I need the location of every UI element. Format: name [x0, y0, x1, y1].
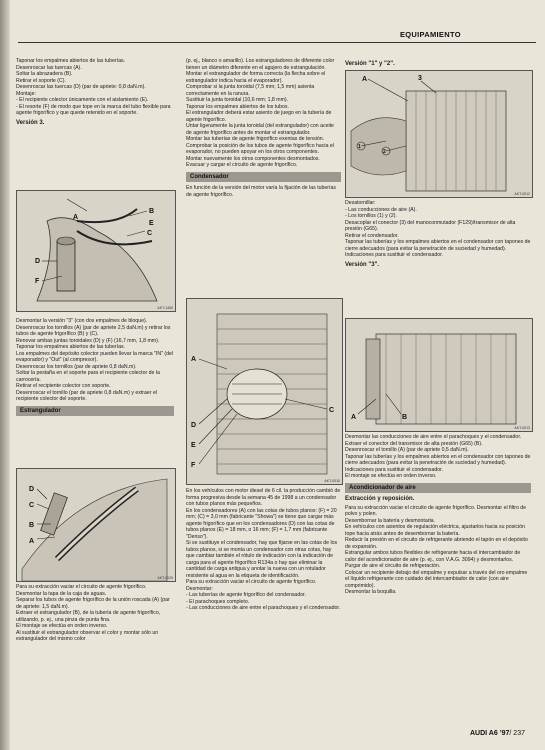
paragraph: - Las conducciones de aire (A). — [345, 206, 417, 213]
callout-label: C — [29, 502, 35, 509]
paragraph: Desacoplar el conector (3) del manoconmutador (F129)/transmisor de alta presión (G65). — [345, 219, 516, 232]
paragraph: En los vehículos con motor diesel de 6 cil. la producción cambió de forma progresiva desde la semana 45 de 1998 a un condensador con tubos planos más pequeños. — [186, 488, 341, 507]
paragraph: Estrangular ambos tubos flexibles de refrigerante hacia el intercambiador de calor del acondicionador de aire (p. ej., con V.A.G. 3094) y desmontarlos. — [345, 550, 521, 563]
paragraph: Desenroscar los tornillos (A) (par de apriete 2,5 daN.m) y retirar los tubos de agente frigorífico (B) y (C). — [16, 324, 171, 337]
header-rule — [18, 42, 536, 43]
paragraph: - Los tornillos (1) y (2). — [345, 213, 397, 219]
paragraph: Desenroscar el tornillo (A) (par de apriete 0,5 daN.m). — [345, 447, 469, 453]
figure-id: AKT-0010 — [324, 479, 340, 483]
callout-label: 1 — [358, 144, 361, 150]
figure-throttle — [16, 468, 176, 582]
paragraph: Desmontar la tapa de la caja de aguas. — [16, 590, 107, 597]
paragraph: En los condensadores (A) con las cotas de tubos planos: (F) = 20 mm; (C) = 3,0 mm (fabricante "Showa") se tiene que cargar más agente frigorífico que en los condensadores (D) con las cotas de tubos planos (E) = 18 mm, o 16 mm; (F) = 1,7 mm (fabricante "Denso"). — [186, 507, 337, 540]
paragraph: Extraer el conector del transmisor de alta presión (G65) (B). — [345, 440, 483, 447]
callout-label: E — [149, 220, 154, 227]
figure-version-3-receiver — [16, 190, 176, 312]
paragraph: Renovar ambas juntas toroidales (D) y (F) (16,7 mm, 1,8 mm). — [16, 337, 160, 344]
paragraph: Montaje: — [16, 90, 36, 97]
figure-id: AKT-1450 — [157, 306, 173, 310]
callout-label: A — [191, 356, 197, 363]
paragraph: Desmontar la boquilla. — [345, 589, 397, 595]
paragraph: - El recipiente colector únicamente con el aislamiento (E). — [16, 97, 149, 103]
callout-label: C — [147, 230, 153, 237]
paragraph: Desenroscar el tornillo (par de apriete 0,8 daN.m) y extraer el recipiente colector del soporte. — [16, 389, 157, 402]
section-banner-condensador: Condensador — [186, 172, 341, 183]
column-1 — [16, 58, 174, 128]
column-2 — [186, 58, 341, 198]
paragraph: - El resorte (F) de modo que tope en la marca del tubo flexible para agente frigorífico y que quede retenido en el soporte. — [16, 103, 171, 116]
paragraph: Separar los tubos de agente frigorífico de la unión roscada (A) (par de apriete: 1,5 daN.m). — [16, 597, 170, 610]
paragraph: (p. ej., blanco o amarillo). Los estranguladores de diferente color tienen un diámetro diferente en el agujero de estrangulación. — [186, 58, 335, 71]
paragraph: Extraer el estrangulador (B), de la tubería de agente frigorífico, utilizando, p. ej., una pinza de punta fina. — [16, 610, 161, 623]
paragraph: El montaje se efectúa en orden inverso. — [345, 473, 437, 479]
book-spine-shadow — [0, 0, 10, 750]
callout-label: C — [329, 407, 335, 414]
figure-drawing — [17, 469, 175, 581]
callout-label: D — [29, 486, 35, 493]
paragraph: Reducir la presión en el circuito de refrigerante abriendo el tapón en el depósito de expansión. — [345, 537, 528, 550]
figure-id: AKT-0012 — [514, 192, 530, 196]
paragraph: - Las conducciones de aire entre el parachoques y el condensador. — [186, 605, 341, 611]
paragraph: Al sustituir el estrangulador observar el color y montar sólo un estrangulador del mismo color — [16, 629, 159, 642]
paragraph: Los empalmes del depósito colector pueden llevar la marca "IN" (del evaporador) y "Out" (al compresor). — [16, 350, 174, 363]
paragraph: Retirar el soporte (C). — [16, 77, 66, 84]
version-3-heading-col3: Versión "3". — [345, 261, 380, 268]
paragraph: El montaje se efectúa en orden inverso. — [16, 623, 108, 629]
figure-drawing — [17, 191, 175, 311]
paragraph: Desenroscar los tornillos (par de apriete 0,8 daN.m). — [16, 363, 137, 370]
paragraph: Retirar el recipiente colector con soporte. — [16, 383, 111, 389]
subheading-extraccion: Extracción y reposición. — [345, 496, 415, 502]
paragraph: Desatornillar: — [345, 200, 376, 206]
paragraph: Para su extracción vaciar el circuito de agente frigorífico. — [186, 579, 317, 585]
paragraph: Untar ligeramente la junta toroidal (del estrangulador) con aceite de agente frigorífico antes de montar el estrangulador. — [186, 123, 334, 136]
column-3-bottom — [345, 434, 531, 596]
footer-page-number: / 237 — [509, 730, 525, 737]
section-header: EQUIPAMIENTO — [400, 30, 461, 39]
callout-label: B — [29, 522, 35, 529]
callout-label: B — [402, 414, 408, 421]
paragraph: Soltar la pestaña en el soporte para el recipiente colector de la carrocería. — [16, 370, 160, 383]
callout-label: F — [191, 462, 196, 469]
callout-label: A — [73, 214, 79, 221]
figure-id: AKT-0013 — [514, 426, 530, 430]
callout-label: D — [35, 258, 41, 265]
version-1-2-heading: Versión "1" y "2". — [345, 61, 395, 67]
paragraph: Colocar un recipiente debajo del empalme y expulsar a través del oro empalme el líquido refrigerante con cuidado del intercambiador de calor (con aire comprimido). — [345, 569, 528, 589]
paragraph: Indicaciones para sustituir el condensador. — [345, 252, 444, 258]
callout-label: 3 — [418, 75, 422, 82]
paragraph: Sustituir la junta toroidal (10,6 mm; 1,8 mm). — [186, 97, 289, 103]
section-banner-estrangulador: Estrangulador — [16, 406, 174, 417]
figure-drawing — [346, 71, 532, 197]
footer-model: AUDI A6 ’97 — [470, 730, 510, 737]
callout-label: 2 — [383, 149, 386, 155]
paragraph: Desmontar: — [186, 585, 213, 592]
callout-label: A — [362, 76, 368, 83]
paragraph: Purgar de aire el circuito de refrigeración. — [345, 563, 441, 569]
paragraph: Desmontar la versión "3" (con dos empalmes de bloque). — [16, 318, 148, 324]
paragraph: Taponar los empalmes abiertos de los tubos. — [186, 103, 289, 110]
callout-label: B — [149, 208, 155, 215]
version-3-heading: Versión 3. — [16, 119, 45, 126]
paragraph: Taponar las tuberías y los empalmes abiertos en el condensador con tapones de cierre adecuados (para evitar la penetración de suciedad y humedad). — [345, 239, 531, 252]
figure-condenser — [186, 298, 343, 485]
paragraph: Indicaciones para sustituir el condensador. — [345, 466, 444, 473]
page-footer — [470, 730, 525, 737]
figure-drawing — [187, 299, 342, 484]
paragraph: En función de la versión del motor varía la fijación de las tuberías de agente frigorífico. — [186, 185, 336, 198]
column-3-top — [345, 58, 531, 70]
callout-label: D — [191, 422, 197, 429]
paragraph: Desembornar la batería y desmontarla. — [345, 517, 435, 524]
paragraph: Evacuar y cargar el circuito de agente frigorífico. — [186, 162, 298, 168]
paragraph: El estrangulador deberá estar asiento de juego en la tubería de agente frigorífico. — [186, 110, 332, 123]
callout-label: F — [35, 278, 40, 285]
callout-label: A — [351, 414, 357, 421]
paragraph: Desenroscar las tuercas (D) (par de apriete: 0,8 daN.m). — [16, 84, 146, 90]
paragraph: Desenroscar las tuercas (A). — [16, 64, 82, 71]
paragraph: Soltar la abrazadera (B). — [16, 71, 73, 77]
section-banner-acondicionador: Acondicionador de aire — [345, 483, 531, 494]
column-3-middle — [345, 200, 531, 270]
paragraph: Taponar los empalmes abiertos de las tuberías. — [16, 58, 125, 64]
figure-drawing — [346, 319, 532, 431]
paragraph: - El parachoques completo. — [186, 598, 250, 605]
figure-condenser-version-1-2 — [345, 70, 533, 198]
paragraph: Comprobar la posición de los tubos de agente frigorífico hacia el evaporador, no pueden apoyar en los otros componentes. — [186, 142, 334, 155]
col1-intro — [16, 58, 174, 117]
paragraph: Para su extracción vaciar el circuito de agente frigorífico. Desmontar el filtro de polvo y polen. — [345, 504, 527, 517]
callout-label: A — [29, 538, 35, 545]
paragraph: Si se sustituye el condensador, hay que fijarse en las cotas de los tubos planos, si se monta un condensador con otras cotas, hay que cambiar también el rótulo de indicación con la indicación de carga para el agente frigorífico R134a o hay que eliminar la cantidad de carga antigua y anotar la nueva con un rotulador resistente al agua en la etiqueta de identificación. — [186, 540, 338, 579]
column-1-bottom — [16, 584, 174, 643]
paragraph: Retirar el condensador. — [345, 232, 399, 239]
paragraph: Taponar los empalmes abiertos de las tuberías. — [16, 344, 125, 350]
paragraph: Para su extracción vaciar el circuito de agente frigorífico. — [16, 584, 147, 590]
paragraph: En vehículos con asientos de regulación eléctrica, ajustarlos hacia su posición tope hacia atrás antes de desembornar la batería. — [345, 524, 525, 537]
paragraph: Comprobar si la junta toroidal (7,5 mm; 1,5 mm) asienta correctamente en la ranura. — [186, 84, 315, 97]
paragraph: - Las tuberías de agente frigorífico del condensador. — [186, 592, 306, 598]
paragraph: Desmontar las conducciones de aire entre el parachoques y el condensador. — [345, 434, 522, 440]
paragraph: Montar las tuberías de agente frigorífico exentas de tensión. — [186, 136, 325, 142]
paragraph: Taponar las tuberías y los empalmes abiertos en el condensador con tapones de cierre adecuados (para evitar la penetración de suciedad y humedad). — [345, 453, 531, 466]
figure-id: AKT-0029 — [157, 576, 173, 580]
callout-label: E — [191, 442, 196, 449]
paragraph: Montar nuevamente los otros componentes desmontados. — [186, 155, 320, 162]
column-2-bottom — [186, 488, 341, 612]
figure-condenser-version-3 — [345, 318, 533, 432]
column-1-middle — [16, 318, 174, 419]
paragraph: Montar el estrangulador de forma correcta (la flecha sobre el estrangulador indica hacia el evaporador). — [186, 71, 326, 84]
